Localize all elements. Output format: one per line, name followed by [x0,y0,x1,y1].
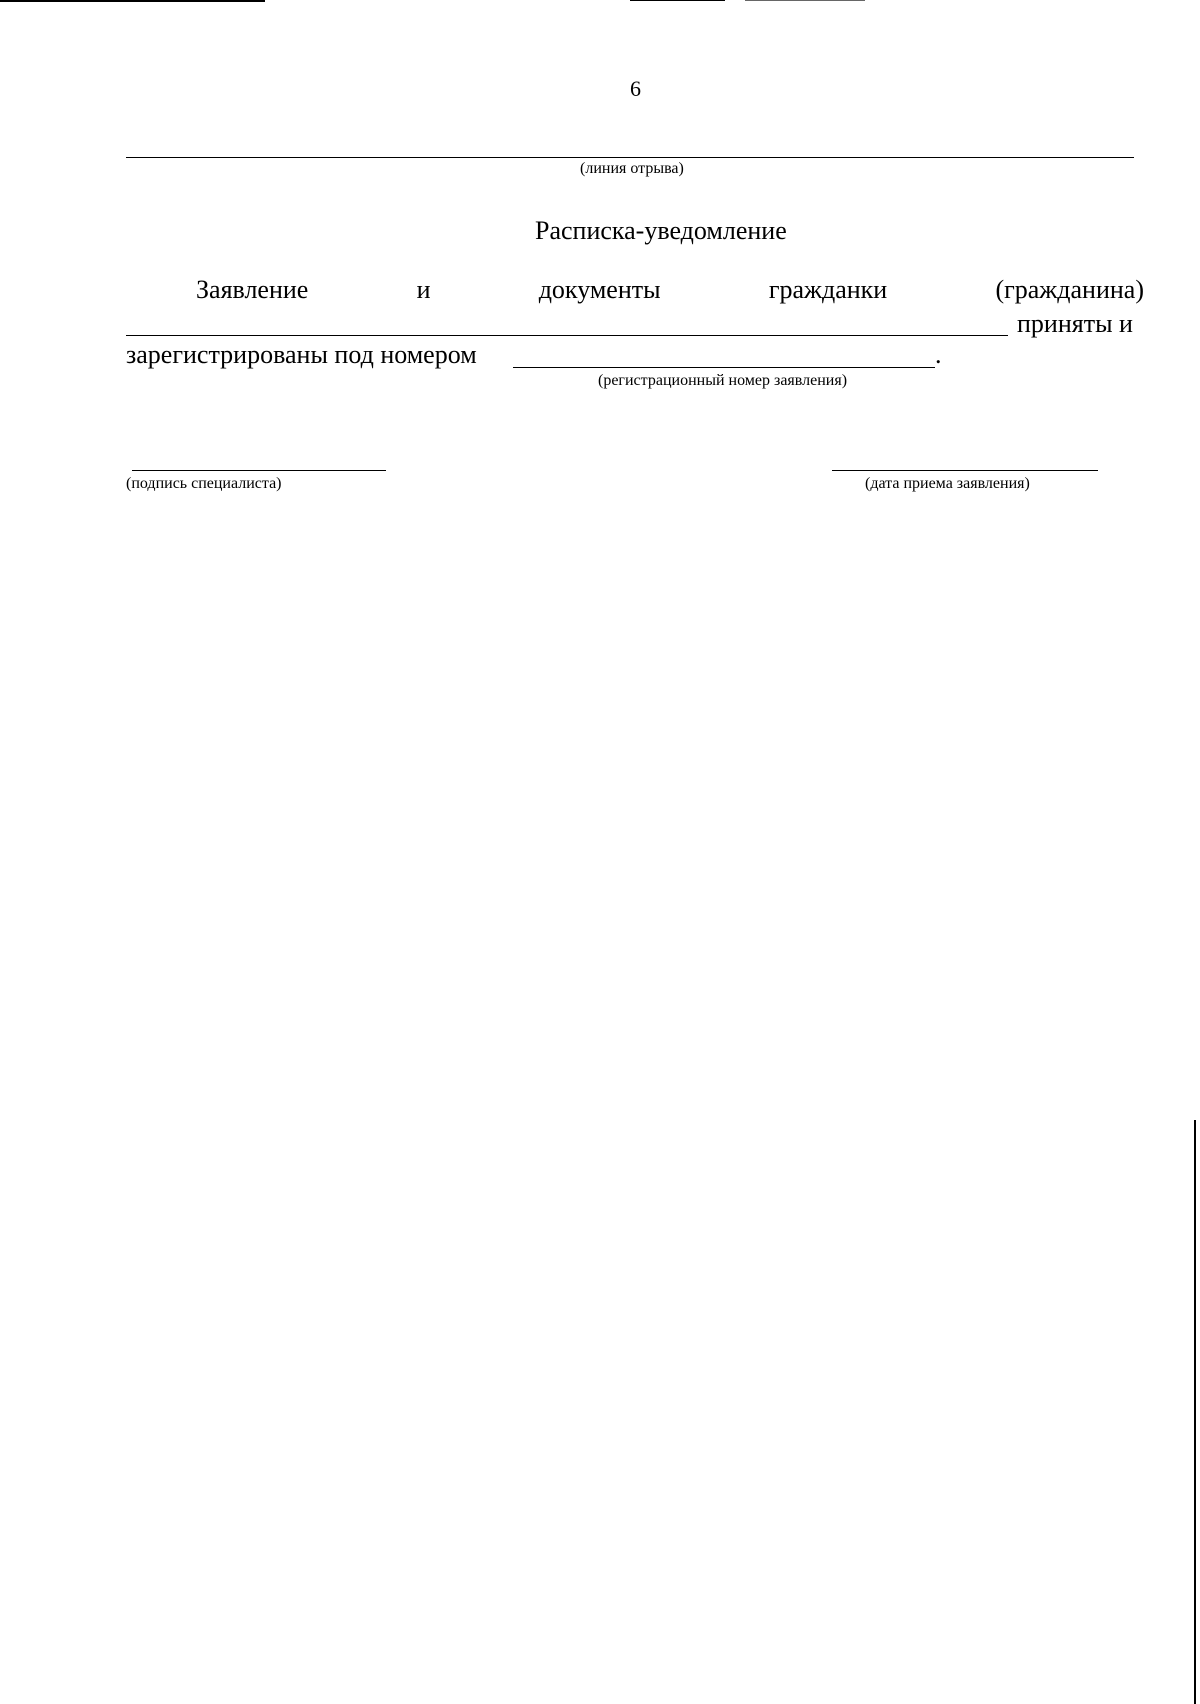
registration-number-blank [513,367,935,368]
signature-line [132,470,386,471]
scan-artifact-top-left [0,0,265,2]
scan-artifact-top-mid [630,0,725,1]
registration-number-caption: (регистрационный номер заявления) [598,372,848,389]
receipt-line-1 [196,275,1144,305]
receipt-title: Расписка-уведомление [535,216,787,245]
date-caption: (дата приема заявления) [865,475,1030,492]
date-line [832,470,1098,471]
scan-artifact-top-right [745,0,865,1]
word-citizen-male: (гражданина) [995,275,1144,304]
signature-caption: (подпись специалиста) [126,475,282,492]
word-citizen-female: гражданки [768,275,888,304]
tear-line [126,157,1134,158]
tear-line-caption: (линия отрыва) [580,160,684,177]
word-documents: документы [538,275,661,304]
word-statement: Заявление [196,275,309,304]
scan-artifact-right-edge [1194,1120,1196,1704]
citizen-name-blank [126,335,1008,336]
line-end-period: . [935,340,942,369]
accepted-text: приняты и [1017,309,1133,338]
registered-under-number-text: зарегистрированы под номером [126,340,477,369]
page-number: 6 [630,76,641,101]
word-and: и [416,275,431,304]
